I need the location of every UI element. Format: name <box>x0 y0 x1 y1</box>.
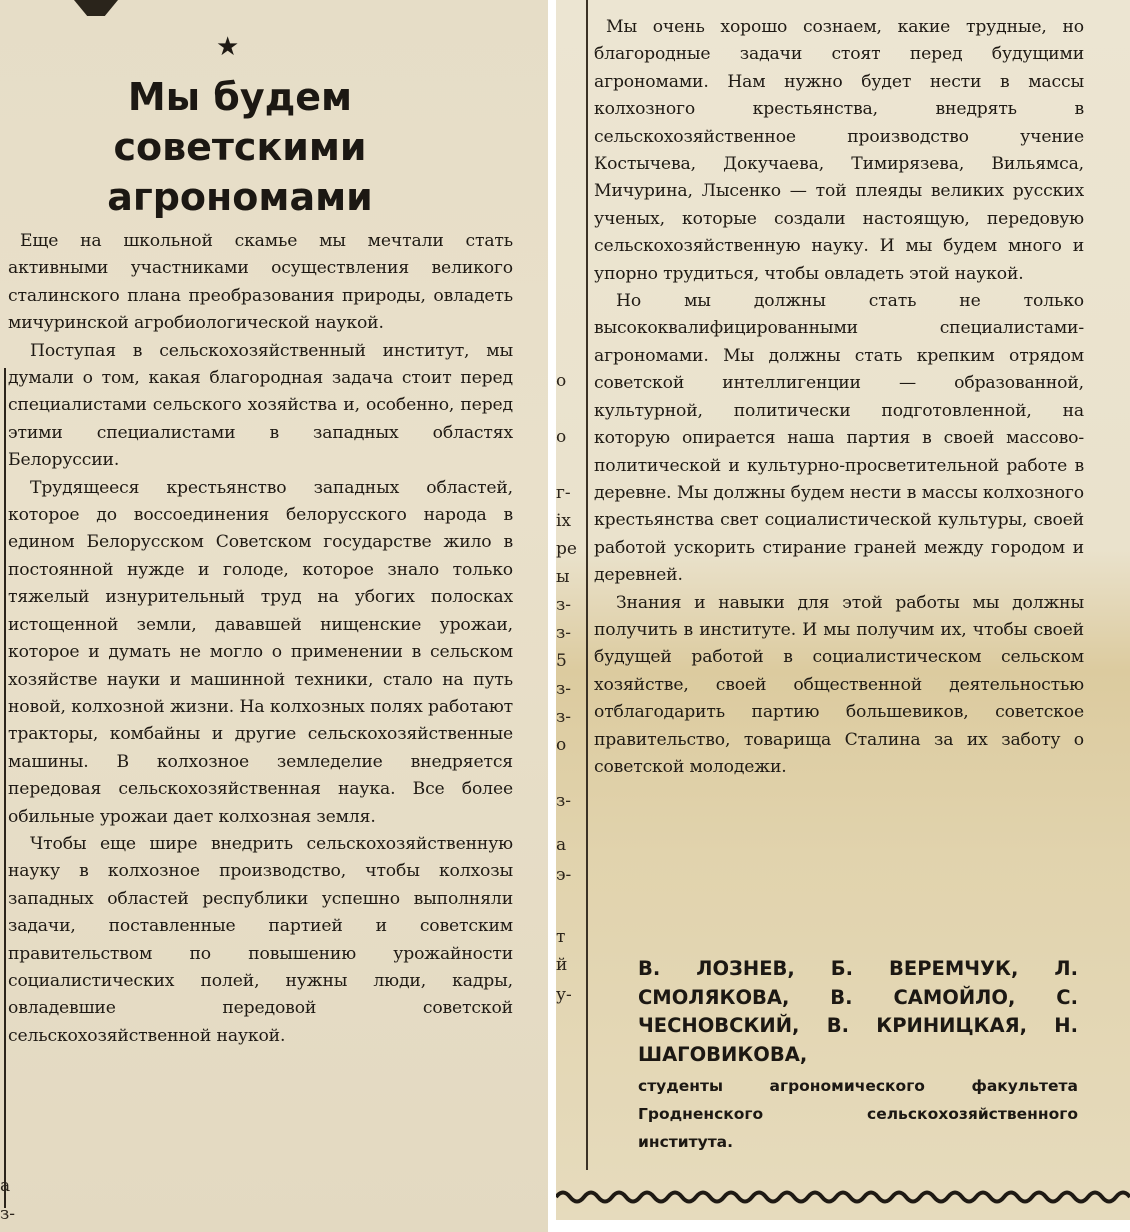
cut-headline-fragment <box>74 0 118 16</box>
article-headline <box>40 72 440 222</box>
right-text-column <box>594 14 1084 781</box>
star-icon: ★ <box>216 32 240 62</box>
margin-fragment: з- <box>556 595 572 615</box>
headline-line-3: агрономами <box>107 175 373 219</box>
margin-fragment: о <box>556 735 567 755</box>
paragraph: Но мы должны стать не только высококвалифицированными специалистами-агрономами. Мы должны стать крепким отрядом советской интеллигенции — образованной, культурной, политически подготовленной, на которую опирается наша партия в своей массово-политической и культурно-просветительной работе в деревне. Мы должны будем нести в массы колхозного крестьянства свет социалистической культуры, своей работой ускорить стирание граней между городом и деревней. <box>594 291 1084 586</box>
paragraph: Еще на школьной скамье мы мечтали стать активными участниками осуществления великого сталинского плана преобразования природы, овладеть мичуринской агробиологической наукой. <box>8 231 513 334</box>
margin-fragment: з- <box>556 623 572 643</box>
article-signers: В. ЛОЗНЕВ, Б. ВЕРЕМЧУК, Л. СМОЛЯКОВА, В. САМОЙЛО, С. ЧЕСНОВСКИЙ, В. КРИНИЦКАЯ, Н. ШАГОВИКОВА, <box>638 957 1078 1066</box>
margin-fragment: з- <box>556 679 572 699</box>
margin-fragment: у- <box>556 985 572 1005</box>
left-text-column <box>8 228 513 1050</box>
paragraph: Трудящееся крестьянство западных областей, которое до воссоединения белорусского народа в едином Белорусском Советском государстве жило в постоянной нужде и голоде, которое знало только тяжелый изнурительный труд на убогих полосках истощенной земли, дававшей нищенские урожаи, которое и думать не могло о применении в сельском хозяйстве науки и машинной техники, стало на путь новой, колхозной жизни. На колхозных полях работают тракторы, комбайны и другие сельскохозяйственные машины. В колхозное земледелие внедряется передовая сельскохозяйственная наука. Все более обильные урожаи дает колхозная земля. <box>8 477 513 827</box>
paragraph: Мы очень хорошо сознаем, какие трудные, но благородные задачи стоят перед будущими агрономами. Нам нужно будет нести в массы колхозного крестьянства, внедрять в сельскохозяйственное производство учение Костычева, Докучаева, Тимирязева, Вильямса, Мичурина, Лысенко — той плеяды великих русских ученых, которые создали настоящую, передовую сельскохозяйственную науку. И мы будем много и упорно трудиться, чтобы овладеть этой наукой. <box>594 17 1084 284</box>
column-rule <box>586 0 588 1170</box>
column-rule <box>4 368 6 1208</box>
headline-line-1: Мы будем <box>127 75 353 119</box>
margin-fragment: з- <box>556 707 572 727</box>
margin-fragment: ix <box>556 511 572 531</box>
margin-fragment: з- <box>556 791 572 811</box>
margin-fragment: 5 <box>556 651 567 671</box>
margin-fragment: а <box>0 1176 11 1196</box>
margin-fragment: з- <box>0 1204 16 1224</box>
margin-fragment: о <box>556 371 567 391</box>
left-clipping <box>0 0 548 1232</box>
headline-line-2: советскими <box>113 125 367 169</box>
margin-fragment: э- <box>556 865 572 885</box>
paragraph: Знания и навыки для этой работы мы должны получить в институте. И мы получим их, чтобы своей будущей работой в социалистическом сельском хозяйстве, своей общественной деятельностью отблагодарить партию большевиков, советское правительство, товарища Сталина за их заботу о советской молодежи. <box>594 592 1084 777</box>
signers-affiliation: студенты агрономического факультета Гродненского сельскохозяйственного института. <box>638 1077 1078 1151</box>
margin-fragment: ре <box>556 539 577 559</box>
margin-fragment: ы <box>556 567 570 587</box>
paragraph: Поступая в сельскохозяйственный институт, мы думали о том, какая благородная задача стоит перед специалистами сельского хозяйства и, особенно, перед этими специалистами в западных областях Белоруссии. <box>8 340 513 471</box>
margin-fragment: г- <box>556 483 571 503</box>
margin-fragment: а <box>556 835 567 855</box>
margin-fragment: о <box>556 427 567 447</box>
right-clipping <box>556 0 1130 1220</box>
margin-fragment: й <box>556 955 568 975</box>
wavy-divider <box>556 1186 1130 1208</box>
paragraph: Чтобы еще шире внедрить сельскохозяйственную науку в колхозное производство, чтобы колхозы западных областей республики успешно выполняли задачи, поставленные партией и советским правительством по повышению урожайности социалистических полей, нужны люди, кадры, овладевшие передовой советской сельскохозяйственной наукой. <box>8 833 513 1046</box>
margin-fragment: т <box>556 927 566 947</box>
